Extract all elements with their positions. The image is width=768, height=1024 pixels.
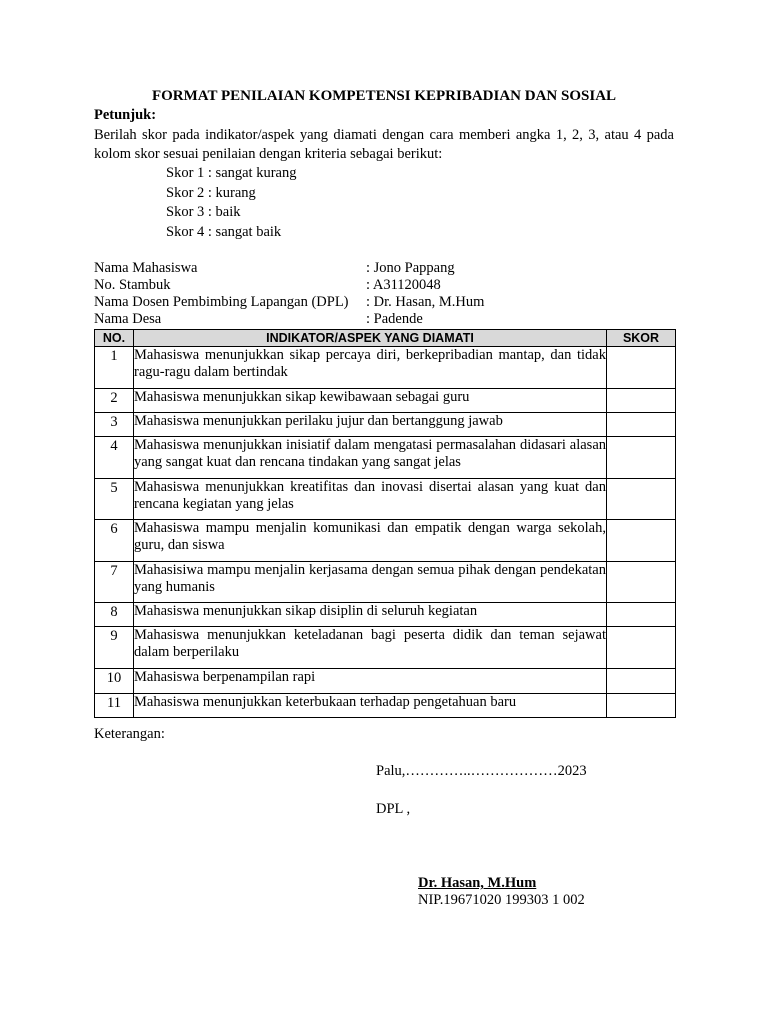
- table-row: [95, 347, 676, 389]
- score-cell[interactable]: [607, 347, 676, 389]
- instructions-heading: Petunjuk:: [94, 107, 157, 123]
- row-number: 5: [95, 479, 134, 520]
- table-header-row: [95, 330, 676, 347]
- row-indicator: Mahasiswa menunjukkan perilaku jujur dan bertanggung jawab: [134, 413, 607, 437]
- row-indicator: Mahasiswa menunjukkan sikap kewibawaan sebagai guru: [134, 389, 607, 413]
- column-header-indicator: INDIKATOR/ASPEK YANG DIAMATI: [134, 330, 607, 347]
- score-cell[interactable]: [607, 479, 676, 520]
- row-number: 2: [95, 389, 134, 413]
- info-row-supervisor: [94, 294, 484, 311]
- score-criteria-list: [166, 164, 296, 242]
- table-row: [95, 603, 676, 627]
- score-criterion: Skor 3 : baik: [166, 204, 241, 220]
- row-number: 10: [95, 669, 134, 694]
- row-indicator: Mahasiswa berpenampilan rapi: [134, 669, 607, 694]
- table-row: [95, 479, 676, 520]
- score-cell[interactable]: [607, 694, 676, 718]
- score-cell[interactable]: [607, 562, 676, 603]
- table-row: [95, 562, 676, 603]
- row-indicator: Mahasiswa menunjukkan sikap disiplin di seluruh kegiatan: [134, 603, 607, 627]
- score-criterion: Skor 2 : kurang: [166, 184, 256, 201]
- signer-name: Dr. Hasan, M.Hum: [418, 875, 537, 891]
- table-row: [95, 389, 676, 413]
- row-indicator: Mahasiswa menunjukkan inisiatif dalam mengatasi permasalahan didasari alasan yang sangat kuat dan rencana tindakan yang sangat jelas: [134, 437, 607, 479]
- info-value: : Jono Pappang: [366, 260, 455, 276]
- table-row: [95, 413, 676, 437]
- table-row: [95, 694, 676, 718]
- row-indicator: Mahasisiwa mampu menjalin kerjasama dengan semua pihak dengan pendekatan yang humanis: [134, 562, 607, 603]
- info-label: Nama Mahasiswa: [94, 260, 198, 276]
- row-number: 8: [95, 603, 134, 627]
- info-row-student-name: [94, 260, 484, 277]
- score-criterion: Skor 4 : sangat baik: [166, 223, 282, 240]
- notes-label: Keterangan:: [94, 726, 165, 742]
- table-row: [95, 627, 676, 669]
- row-indicator: Mahasiswa menunjukkan keteladanan bagi peserta didik dan teman sejawat dalam berperilaku: [134, 627, 607, 669]
- score-criterion: Skor 1 : sangat kurang: [166, 165, 297, 181]
- info-value: : Padende: [366, 311, 423, 327]
- row-indicator: Mahasiswa menunjukkan kreatifitas dan inovasi disertai alasan yang kuat dan rencana kegiatan yang jelas: [134, 479, 607, 520]
- info-label: No. Stambuk: [94, 277, 171, 293]
- instructions-text: Berilah skor pada indikator/aspek yang diamati dengan cara memberi angka 1, 2, 3, atau 4 pada kolom skor sesuai penilaian dengan kriteria sebagai berikut:: [94, 127, 674, 162]
- dpl-label: DPL ,: [376, 801, 411, 817]
- student-info: [94, 260, 484, 328]
- row-number: 3: [95, 413, 134, 437]
- place-date-line: Palu,…………..………………2023: [376, 763, 587, 779]
- table-row: [95, 437, 676, 479]
- info-row-student-id: [94, 277, 484, 294]
- row-number: 6: [95, 520, 134, 562]
- row-number: 11: [95, 694, 134, 718]
- table-row: [95, 520, 676, 562]
- assessment-table: [94, 329, 676, 718]
- document-title: FORMAT PENILAIAN KOMPETENSI KEPRIBADIAN DAN SOSIAL: [151, 88, 617, 104]
- column-header-score: SKOR: [607, 330, 676, 347]
- row-indicator: Mahasiswa menunjukkan sikap percaya diri, berkepribadian mantap, dan tidak ragu-ragu dalam bertindak: [134, 347, 607, 389]
- table-row: [95, 669, 676, 694]
- info-value: : Dr. Hasan, M.Hum: [366, 294, 485, 310]
- info-label: Nama Desa: [94, 311, 162, 327]
- row-number: 1: [95, 347, 134, 389]
- score-cell[interactable]: [607, 389, 676, 413]
- score-cell[interactable]: [607, 413, 676, 437]
- score-cell[interactable]: [607, 520, 676, 562]
- info-row-village: [94, 311, 484, 328]
- score-cell[interactable]: [607, 437, 676, 479]
- info-value: : A31120048: [366, 277, 441, 293]
- row-number: 7: [95, 562, 134, 603]
- column-header-no: NO.: [95, 330, 134, 347]
- row-indicator: Mahasiswa menunjukkan keterbukaan terhadap pengetahuan baru: [134, 694, 607, 718]
- row-number: 4: [95, 437, 134, 479]
- info-label: Nama Dosen Pembimbing Lapangan (DPL): [94, 294, 349, 310]
- score-cell[interactable]: [607, 603, 676, 627]
- signer-nip: NIP.19671020 199303 1 002: [418, 892, 585, 908]
- score-cell[interactable]: [607, 669, 676, 694]
- row-number: 9: [95, 627, 134, 669]
- score-cell[interactable]: [607, 627, 676, 669]
- row-indicator: Mahasiswa mampu menjalin komunikasi dan empatik dengan warga sekolah, guru, dan siswa: [134, 520, 607, 562]
